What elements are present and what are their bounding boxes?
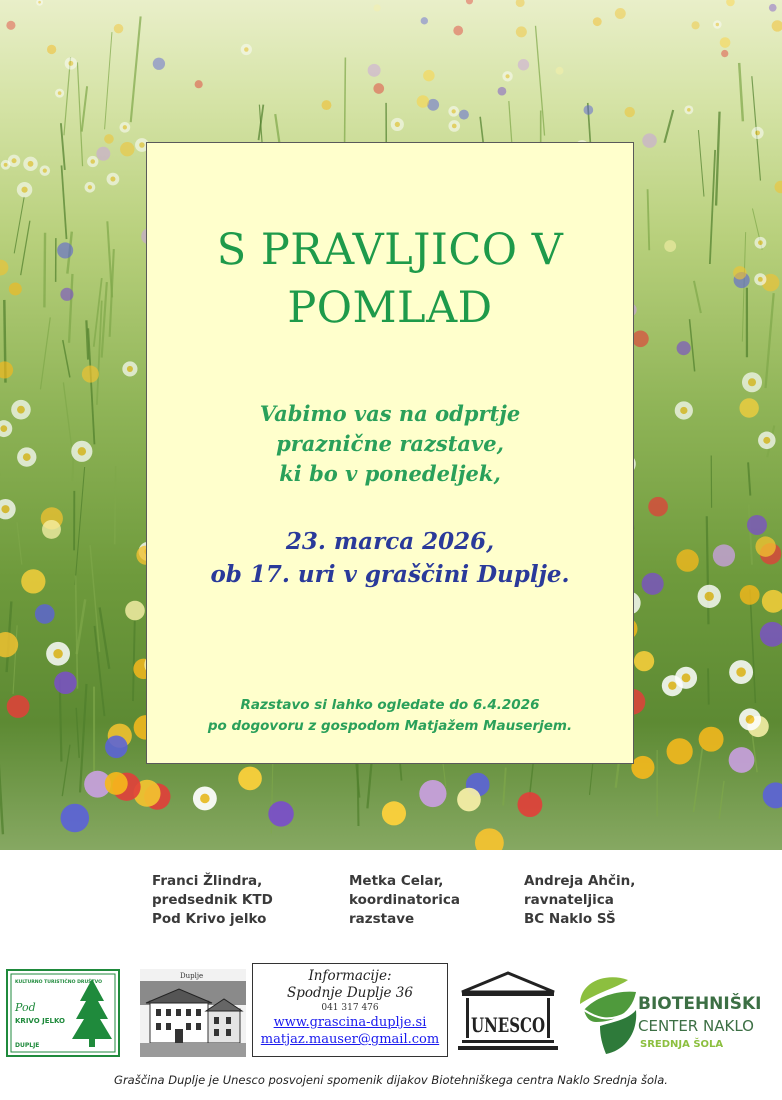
invite-line-2: praznične razstave, [276,431,504,456]
ktd-top-text: KULTURNO TURISTIČNO DRUŠTVO [15,980,103,985]
signature-name: Franci Žlindra, [152,873,263,889]
unesco-logo [454,970,562,1056]
ktd-pod-text: Pod [15,1001,36,1014]
ktd-place-text: DUPLJE [15,1042,40,1049]
ktd-name-text: KRIVO JELKO [15,1017,66,1025]
invite-line-3: ki bo v ponedeljek, [279,461,501,486]
bc-naklo-logo-mark [576,970,640,1056]
signature-celar [349,872,460,929]
signature-name: Metka Celar, [349,873,444,889]
signature-org: Pod Krivo jelko [152,911,267,927]
bc-line-3: SREDNJA ŠOLA [640,1039,724,1050]
info-phone: 041 317 476 [321,1003,379,1013]
footer-note: Graščina Duplje je Unesco posvojeni spomenik dijakov Biotehniškega centra Naklo Srednja šola. [114,1073,668,1087]
date-line-2: ob 17. uri v graščini Duplje. [210,561,570,588]
information-box [252,963,448,1057]
bc-line-2: CENTER NAKLO [638,1017,754,1035]
signature-role: predsednik KTD [152,892,273,908]
signature-role: ravnateljica [524,892,614,908]
castle-caption: Duplje [180,972,204,980]
leaf-icon [576,970,640,1056]
signature-ahcin [524,872,635,929]
title-line-1: S PRAVLJICO V [216,225,564,275]
info-heading: Informacije: [308,968,392,984]
info-address: Spodnje Duplje 36 [287,985,413,1001]
signature-org: BC Naklo SŠ [524,911,616,927]
invitation-card [146,142,634,764]
bc-line-1: BIOTEHNIŠKI [638,994,762,1014]
email-link[interactable]: matjaz.mauser@gmail.com [260,1032,440,1047]
note-line-1: Razstavo si lahko ogledate do 6.4.2026 [240,697,540,713]
ktd-pod-krivo-jelko-logo [6,969,120,1057]
signature-org: razstave [349,911,415,927]
event-date [147,525,633,591]
poster-title [147,221,633,337]
invite-line-1: Vabimo vas na odprtje [259,401,521,426]
signature-name: Andreja Ahčin, [524,873,636,889]
signature-zlindra [152,872,273,929]
date-line-1: 23. marca 2026, [285,528,495,555]
castle-duplje-drawing [140,969,246,1057]
signature-role: koordinatorica [349,892,460,908]
note-line-2: po dogovoru z gospodom Matjažem Mauserjem. [207,718,573,734]
title-line-2: POMLAD [287,283,493,333]
exhibition-note [147,695,633,737]
unesco-text: UNESCO [471,1013,545,1037]
website-link[interactable]: www.grascina-duplje.si [273,1015,427,1030]
invitation-text [147,399,633,489]
